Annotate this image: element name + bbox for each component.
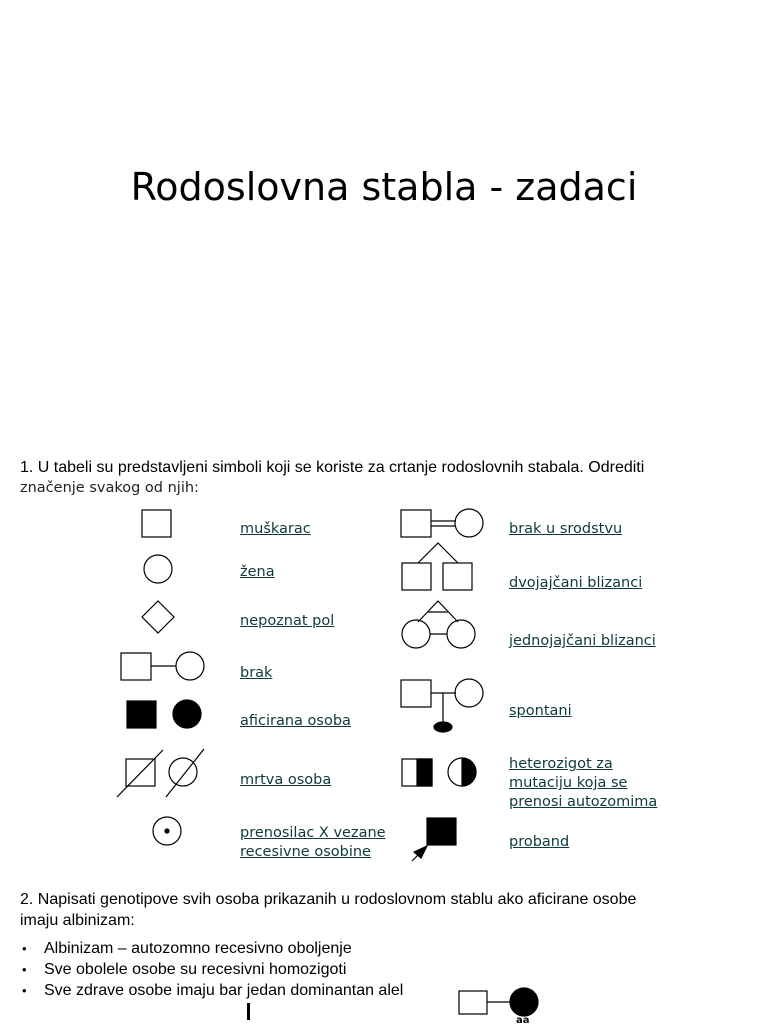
label-brak-u-srodstvu: brak u srodstvu [509, 521, 623, 537]
label-dvojajcani-blizanci: dvojajčani blizanci [509, 575, 643, 591]
question-1-line-2: značenje svakog od njih: [20, 480, 199, 496]
pedigree-chart [459, 988, 538, 1016]
bullet-item: • Albinizam – autozomno recesivno oboljenje [22, 938, 403, 959]
label-prenosilac: prenosilac X vezane recesivne osobine [240, 825, 386, 860]
crossed-square-circle-icon [117, 749, 204, 797]
fraternal-twins-icon [402, 543, 472, 590]
label-zena: žena [240, 564, 275, 580]
square-icon [142, 510, 171, 537]
diamond-icon [142, 601, 174, 633]
marriage-icon [121, 652, 204, 680]
label-brak: brak [240, 665, 273, 681]
question-1-line-1: 1. U tabeli su predstavljeni simboli koji se koriste za crtanje rodoslovnih stabala. Odrediti [20, 459, 645, 476]
bullet-item: • Sve zdrave osobe imaju bar jedan dominantan alel [22, 980, 403, 1001]
circle-icon [144, 555, 172, 583]
label-mrtva-osoba: mrtva osoba [240, 772, 332, 788]
page-title: Rodoslovna stabla - zadaci [130, 165, 638, 209]
miscarriage-icon [401, 679, 483, 732]
label-muskarac: muškarac [240, 521, 311, 537]
label-spontani: spontani [509, 703, 572, 719]
label-nepoznat-pol: nepoznat pol [240, 613, 335, 629]
generation-marker [247, 1003, 250, 1020]
identical-twins-icon [402, 601, 475, 648]
question-2-line-1: 2. Napisati genotipove svih osoba prikazanih u rodoslovnom stablu ako aficirane osobe [20, 891, 637, 908]
bullet-list [22, 938, 403, 1001]
filled-square-circle-icon [127, 700, 201, 728]
question-2-line-2: imaju albinizam: [20, 912, 135, 929]
genotype-label: aa [516, 1015, 530, 1024]
label-heterozigot: heterozigot za mutaciju koja se prenosi autozomima [509, 756, 658, 810]
question-2 [20, 889, 750, 931]
label-proband: proband [509, 834, 570, 850]
dotted-circle-icon [153, 817, 181, 845]
label-jednojajcani-blizanci: jednojajčani blizanci [509, 633, 656, 649]
proband-icon [412, 818, 456, 861]
half-filled-icon [402, 758, 476, 786]
double-line-marriage-icon [401, 509, 483, 537]
bullet-item: • Sve obolele osobe su recesivni homozigoti [22, 959, 403, 980]
label-aficirana-osoba: aficirana osoba [240, 713, 351, 729]
